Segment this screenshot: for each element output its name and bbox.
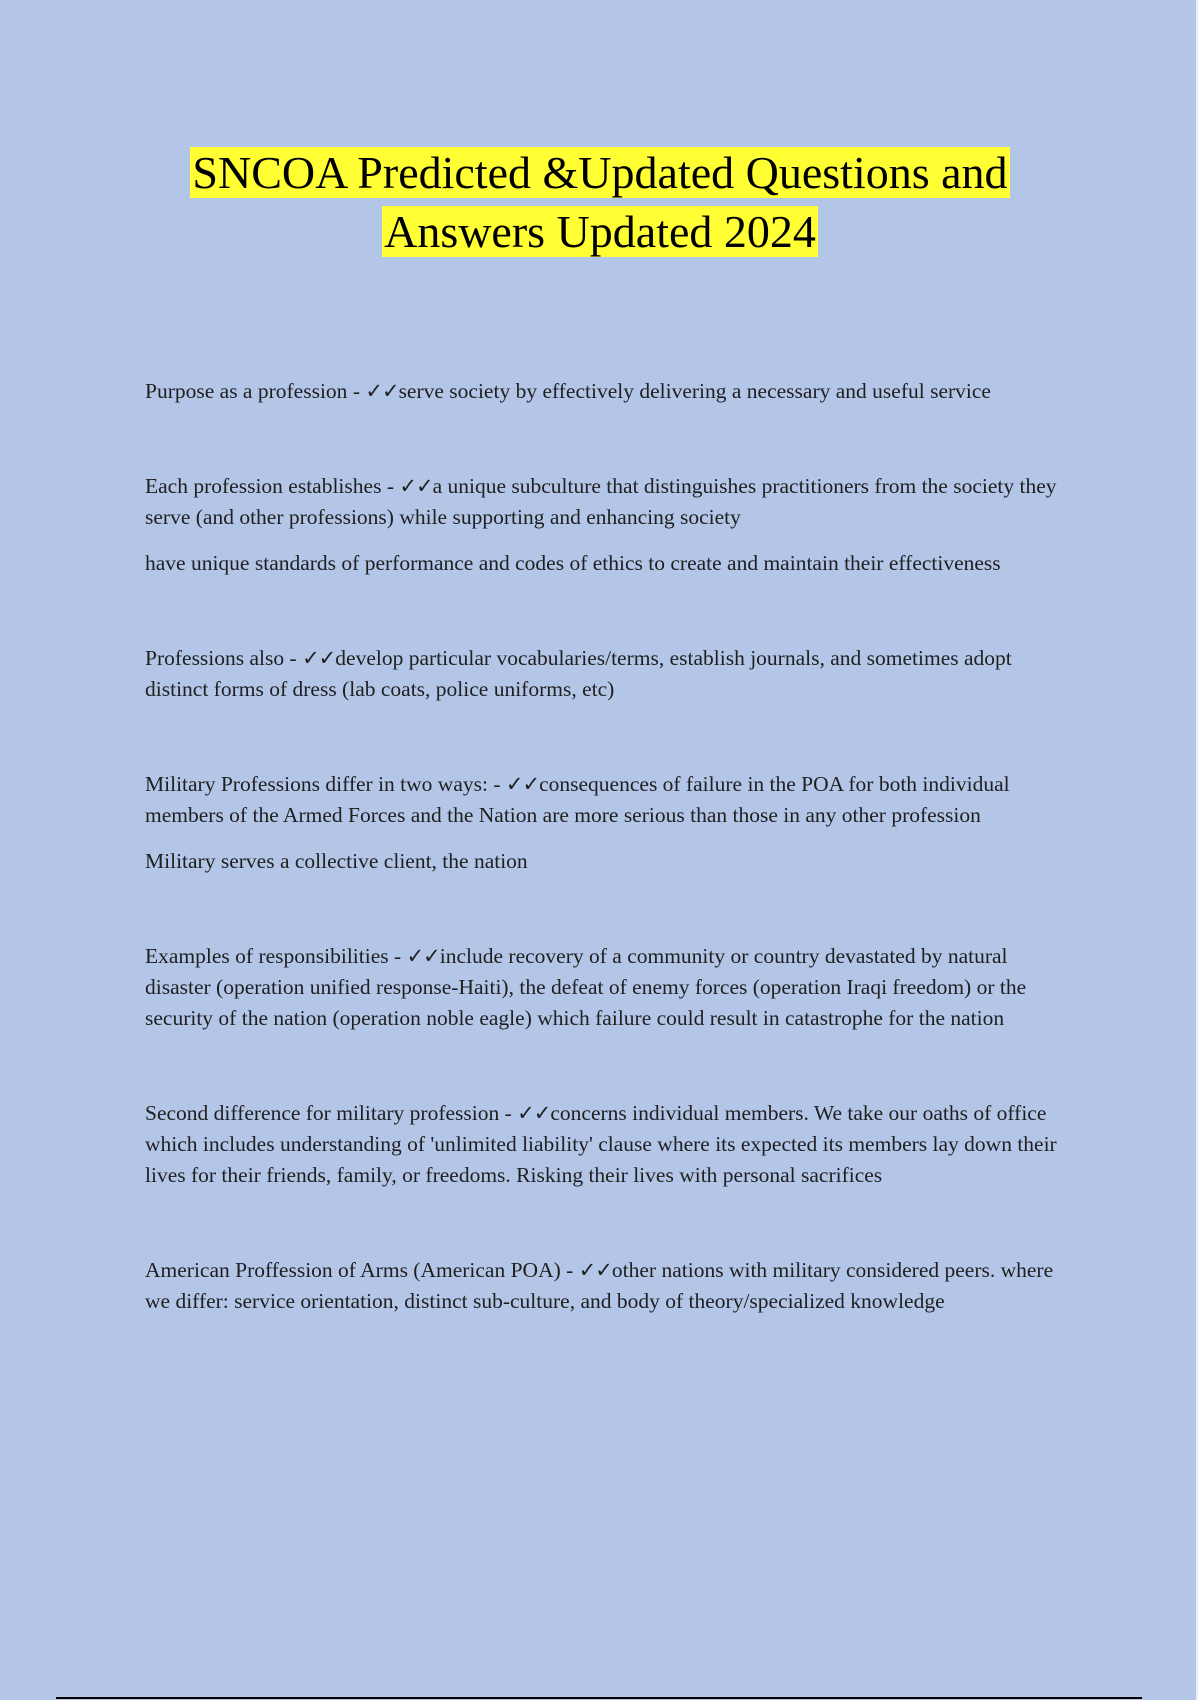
- qa-text: [145, 1098, 1060, 1191]
- separator: -: [487, 772, 506, 796]
- qa-item: [145, 1098, 1060, 1191]
- double-check-icon: ✓✓: [399, 474, 433, 498]
- separator: -: [388, 944, 407, 968]
- answer-text: concerns individual members. We take our oaths of office which includes understanding of 'unlimited liability' clause where its expected its members lay down their lives for their friends, family, or freedoms. Risking their lives with personal sacrifices: [145, 1101, 1057, 1187]
- answer-text: serve society by effectively delivering a necessary and useful service: [398, 379, 991, 403]
- qa-item: [145, 769, 1060, 877]
- answer-text: a unique subculture that distinguishes practitioners from the society they serve (and other professions) while supporting and enhancing society: [145, 474, 1057, 529]
- double-check-icon: ✓✓: [406, 944, 440, 968]
- question-text: Purpose as a profession: [145, 379, 348, 403]
- qa-item: [145, 1255, 1060, 1317]
- question-text: Examples of responsibilities: [145, 944, 389, 968]
- double-check-icon: ✓✓: [505, 772, 540, 796]
- double-check-icon: ✓✓: [578, 1258, 612, 1282]
- question-text: Second difference for military profession: [145, 1101, 500, 1125]
- bottom-divider: [56, 1697, 1142, 1699]
- separator: -: [284, 646, 303, 670]
- answer-text: consequences of failure in the POA for both individual members of the Armed Forces and the Nation are more serious than those in any other profession: [145, 772, 1010, 827]
- qa-item: [145, 643, 1060, 705]
- qa-text: [145, 643, 1060, 705]
- qa-text: [145, 471, 1060, 533]
- answer-text: develop particular vocabularies/terms, establish journals, and sometimes adopt distinct forms of dress (lab coats, police uniforms, etc): [145, 646, 1012, 701]
- double-check-icon: ✓✓: [365, 379, 399, 403]
- qa-text: [145, 769, 1060, 831]
- answer-extra: Military serves a collective client, the nation: [145, 849, 528, 873]
- answer-text: other nations with military considered peers. where we differ: service orientation, distinct sub-culture, and body of theory/specialized knowledge: [145, 1258, 1054, 1313]
- separator: -: [381, 474, 400, 498]
- document-title: [0, 143, 1200, 261]
- question-text: Professions also: [145, 646, 285, 670]
- qa-text: [145, 1255, 1060, 1317]
- separator: -: [499, 1101, 518, 1125]
- question-text: Each profession establishes: [145, 474, 382, 498]
- qa-text: [145, 941, 1060, 1034]
- answer-extra: have unique standards of performance and codes of ethics to create and maintain their effectiveness: [145, 551, 1001, 575]
- title-line-2: Answers Updated 2024: [384, 206, 816, 257]
- answer-text: include recovery of a community or country devastated by natural disaster (operation unified response-Haiti), the defeat of enemy forces (operation Iraqi freedom) or the security of the nation (operation noble eagle) which failure could result in catastrophe for the nation: [145, 944, 1027, 1030]
- question-text: American Proffession of Arms (American POA): [145, 1258, 561, 1282]
- double-check-icon: ✓✓: [517, 1101, 551, 1125]
- qa-item: [145, 376, 1060, 407]
- qa-item: [145, 941, 1060, 1034]
- qa-text: [145, 376, 1060, 407]
- qa-item: [145, 471, 1060, 579]
- separator: -: [560, 1258, 579, 1282]
- title-line-1: SNCOA Predicted &Updated Questions and: [192, 147, 1008, 198]
- question-text: Military Professions differ in two ways:: [145, 772, 488, 796]
- double-check-icon: ✓✓: [302, 646, 336, 670]
- qa-list: [145, 376, 1060, 1381]
- separator: -: [347, 379, 366, 403]
